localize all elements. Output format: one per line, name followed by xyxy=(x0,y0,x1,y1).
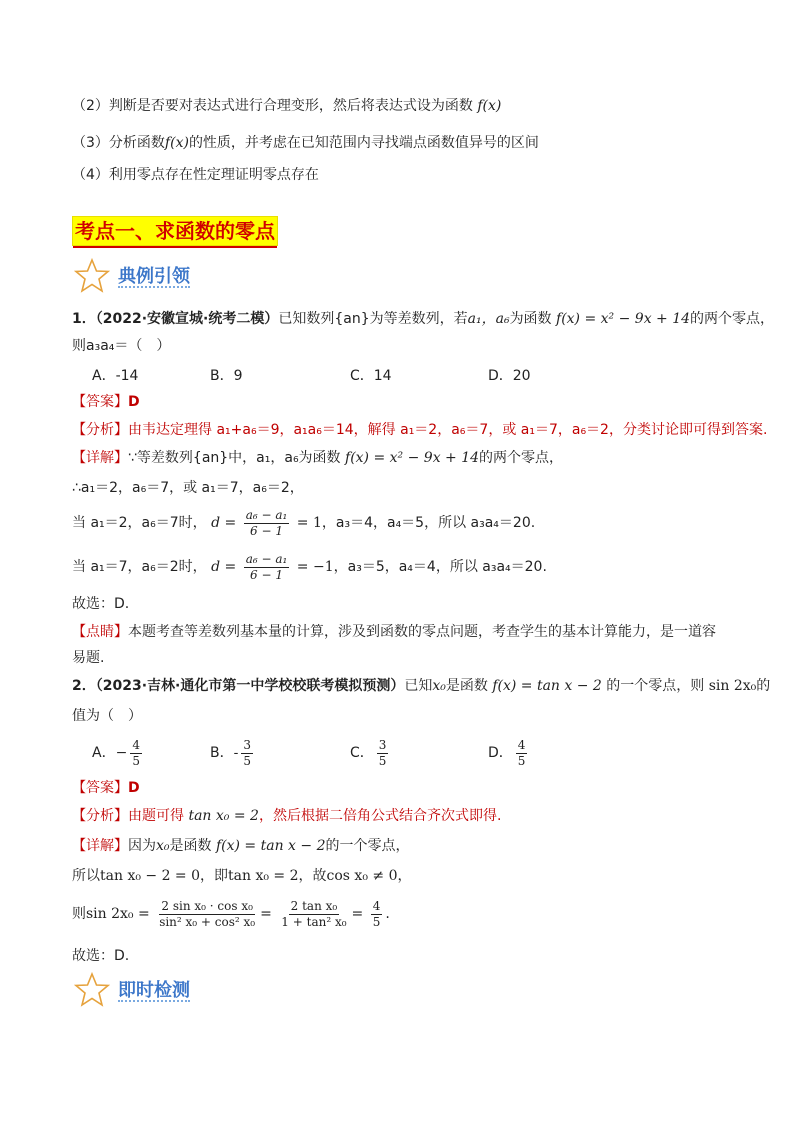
q1-stem: 1．（2022·安徽宣城·统考二模）已知数列{an}为等差数列，若a₁，a₆为函数 f(x) = x² − 9x + 14的两个零点， xyxy=(72,311,775,327)
q1-detail-4: 当 a₁＝7，a₆＝2时， d = $\frac{\text{a₆ − a₁}}{6 - 1}$ = −1，a₃＝5，a₄＝4，所以 a₃a₄＝20. xyxy=(72,551,547,582)
q1-stem-line2: 则a₃a₄＝（ ） xyxy=(72,338,171,354)
q1-comment-line2: 易题. xyxy=(72,650,105,666)
example-header-label: 典例引领 xyxy=(118,266,190,287)
q2-stem-line2: 值为（ ） xyxy=(72,708,142,724)
q1-option-b[interactable]: B．9 xyxy=(210,368,243,384)
q1-choose: 故选：D. xyxy=(72,596,130,612)
q2-option-c[interactable]: C． $\frac{3}{5}$ xyxy=(350,737,387,768)
section-title: 考点一、求函数的零点 xyxy=(72,216,278,246)
step-3: （3）分析函数f(x)的性质，并考虑在已知范围内寻找端点函数值异号的区间 xyxy=(72,135,539,151)
q1-option-d[interactable]: D．20 xyxy=(488,368,531,384)
header-underline xyxy=(118,1000,190,1002)
q2-answer: 【答案】D xyxy=(72,780,140,796)
q1-option-c[interactable]: C．14 xyxy=(350,368,392,384)
q2-options xyxy=(92,736,530,770)
q2-option-a[interactable]: A．− $\frac{4}{5}$ xyxy=(92,737,140,768)
q1-answer: 【答案】D xyxy=(72,394,140,410)
q1-analysis: 【分析】由韦达定理得 a₁+a₆＝9，a₁a₆＝14，解得 a₁＝2，a₆＝7，或 a₁＝7，a₆＝2，分类讨论即可得到答案. xyxy=(72,422,768,438)
q2-detail-2: 所以tan x₀ − 2 = 0，即tan x₀ = 2，故cos x₀ ≠ 0， xyxy=(72,868,412,884)
fraction: $\frac{\text{a₆ − a₁}}{6 - 1}$ xyxy=(245,551,288,582)
q1-options xyxy=(92,366,531,386)
fraction: $\frac{\text{2 tan x₀}}{\text{1 + tan² x₀}}$ xyxy=(281,898,347,929)
fraction: $\frac{\text{2 sin x₀ · cos x₀}}{\text{sin² x₀ + cos² x₀}}$ xyxy=(159,898,256,929)
step-4: （4）利用零点存在性定理证明零点存在 xyxy=(72,167,319,183)
fraction: $\frac{\text{a₆ − a₁}}{6 - 1}$ xyxy=(245,507,288,538)
q2-detail-3: 则sin 2x₀ = $\frac{\text{2 sin x₀ · cos x₀}}{\text{sin² x₀ + cos² x₀}}$ = $\frac{\text{2 tan x₀}}{\text{1 + tan² x₀}}$ = $\frac{4}{5}$ . xyxy=(72,898,390,929)
q1-detail-2: ∴a₁＝2，a₆＝7，或 a₁＝7，a₆＝2， xyxy=(72,480,304,496)
check-header-label: 即时检测 xyxy=(118,980,190,1001)
q2-option-d[interactable]: D． $\frac{4}{5}$ xyxy=(488,737,526,768)
star-icon xyxy=(74,258,110,294)
q2-choose: 故选：D. xyxy=(72,948,130,964)
fraction: $\frac{4}{5}$ xyxy=(372,898,381,929)
q1-comment: 【点睛】本题考查等差数列基本量的计算，涉及到函数的零点问题，考查学生的基本计算能力，是一道容 xyxy=(72,624,716,640)
step-2: （2）判断是否要对表达式进行合理变形，然后将表达式设为函数 f(x) xyxy=(72,98,502,114)
q1-detail-1: 【详解】∵等差数列{an}中，a₁，a₆为函数 f(x) = x² − 9x + 14的两个零点， xyxy=(72,450,564,466)
q2-option-b[interactable]: B．- $\frac{3}{5}$ xyxy=(210,737,251,768)
star-icon xyxy=(74,972,110,1008)
q2-detail-1: 【详解】因为x₀是函数 f(x) = tan x − 2的一个零点， xyxy=(72,838,410,854)
q2-analysis: 【分析】由题可得 tan x₀ = 2，然后根据二倍角公式结合齐次式即得. xyxy=(72,808,502,824)
q1-option-a[interactable]: A．-14 xyxy=(92,368,139,384)
q2-stem: 2．（2023·吉林·通化市第一中学校校联考模拟预测）已知x₀是函数 f(x) = tan x − 2 的一个零点，则 sin 2x₀的 xyxy=(72,678,771,694)
header-underline xyxy=(118,286,190,288)
q1-detail-3: 当 a₁＝2，a₆＝7时， d = $\frac{\text{a₆ − a₁}}{6 - 1}$ = 1，a₃＝4，a₄＝5，所以 a₃a₄＝20. xyxy=(72,507,536,538)
